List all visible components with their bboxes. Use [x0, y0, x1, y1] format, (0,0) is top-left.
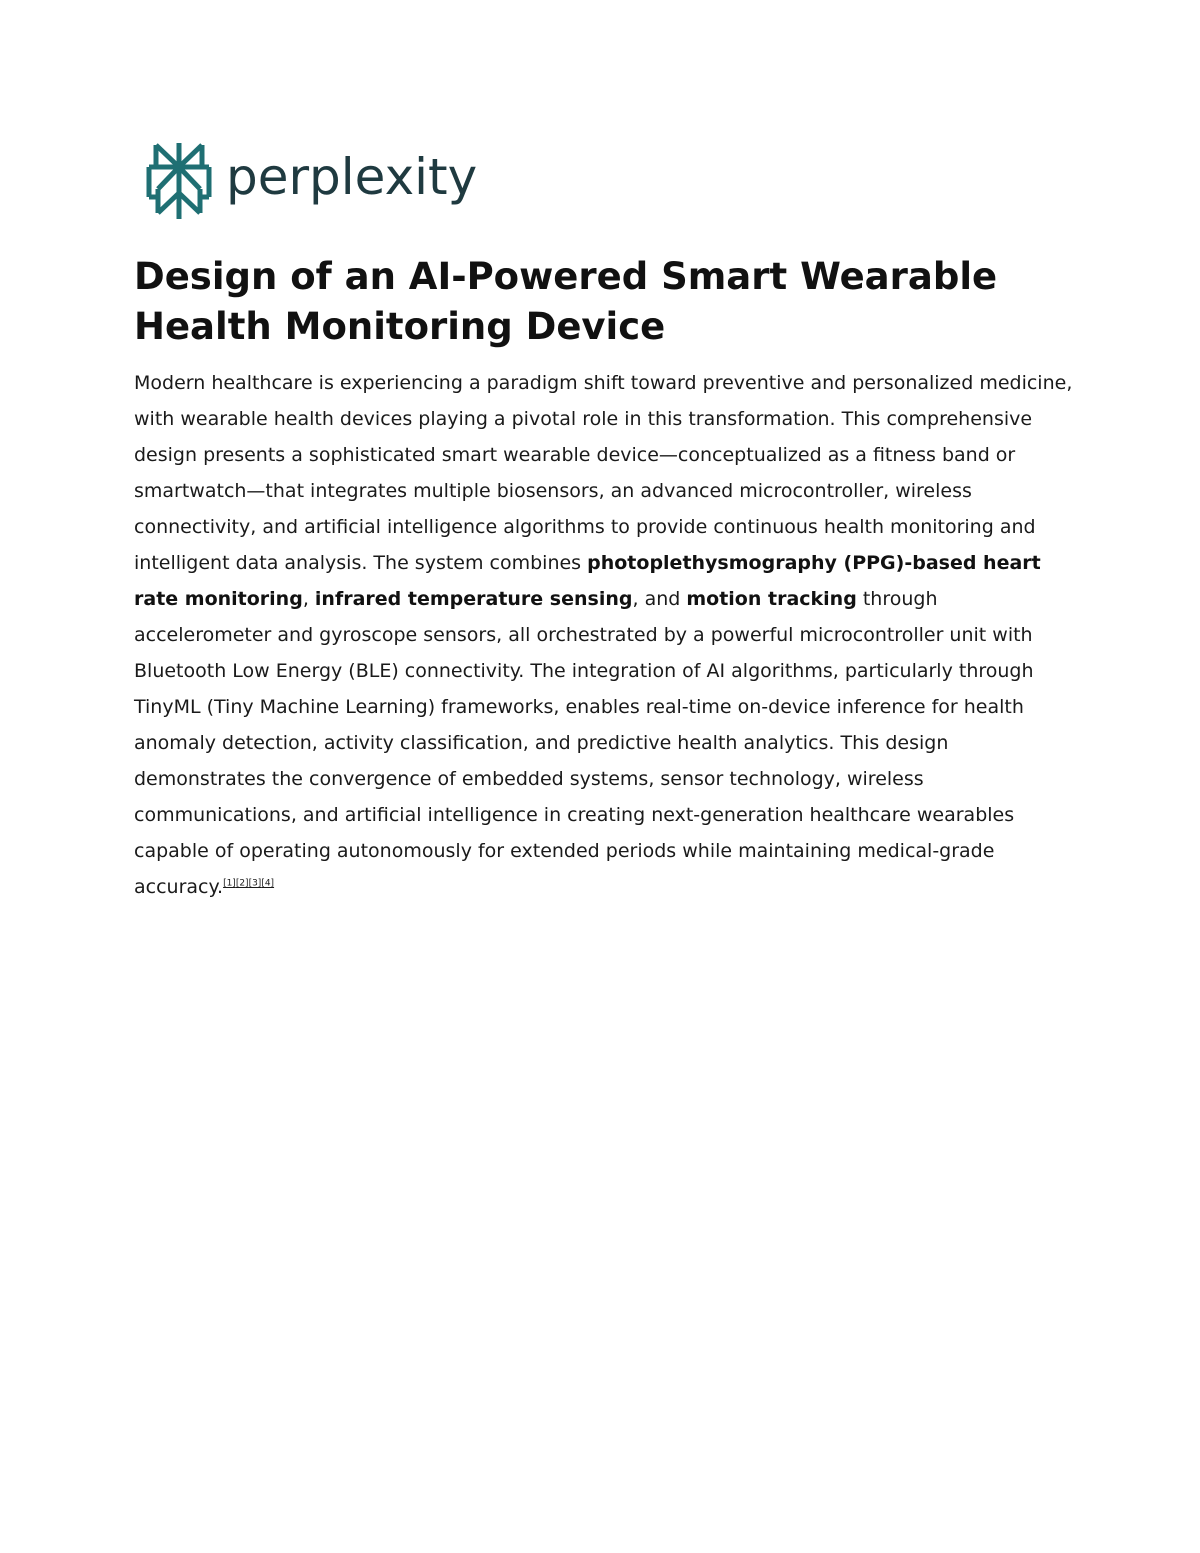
perplexity-logo: [146, 140, 477, 222]
paragraph-text-1: Modern healthcare is experiencing a paradigm shift toward preventive and personalized medicine, with wearable health devices playing a pivotal role in this transformation. This comprehensive design presents a sophisticated smart wearable device—conceptualized as a fitness band or smartwatch—that integrates multiple biosensors, an advanced microcontroller, wireless connectivity, and artificial intelligence algorithms to provide continuous health monitoring and intelligent data analysis. The system combines: [134, 372, 1073, 574]
document-title: Design of an AI-Powered Smart Wearable Health Monitoring Device: [134, 255, 998, 348]
citation-link-3[interactable]: [3]: [248, 878, 262, 889]
paragraph-text-4: through accelerometer and gyroscope sensors, all orchestrated by a powerful microcontroller unit with Bluetooth Low Energy (BLE) connectivity. The integration of AI algorithms, particularly through TinyML (Tiny Machine Learning) frameworks, enables real-time on-device inference for health anomaly detection, activity classification, and predictive health analytics. This design demonstrates the convergence of embedded systems, sensor technology, wireless communications, and artificial intelligence in creating next-generation healthcare wearables capable of operating autonomously for extended periods while maintaining medical-grade accuracy.: [134, 588, 1034, 898]
paragraph-bold-temperature: infrared temperature sensing: [314, 588, 633, 610]
paragraph-text-2: ,: [302, 588, 315, 610]
perplexity-wordmark: perplexity: [226, 148, 478, 206]
citation-link-2[interactable]: [2]: [235, 878, 249, 889]
citation-group: [223, 879, 274, 889]
perplexity-logo-icon: [146, 141, 212, 221]
citation-link-1[interactable]: [1]: [223, 878, 236, 889]
paragraph-text-3: , and: [632, 588, 687, 610]
paragraph-bold-motion: motion tracking: [686, 588, 857, 610]
intro-paragraph: [134, 365, 1074, 905]
citation-link-4[interactable]: [4]: [261, 878, 275, 889]
paragraph-bold-ppg: photoplethysmography (PPG)-based heart rate monitoring: [134, 552, 1041, 610]
